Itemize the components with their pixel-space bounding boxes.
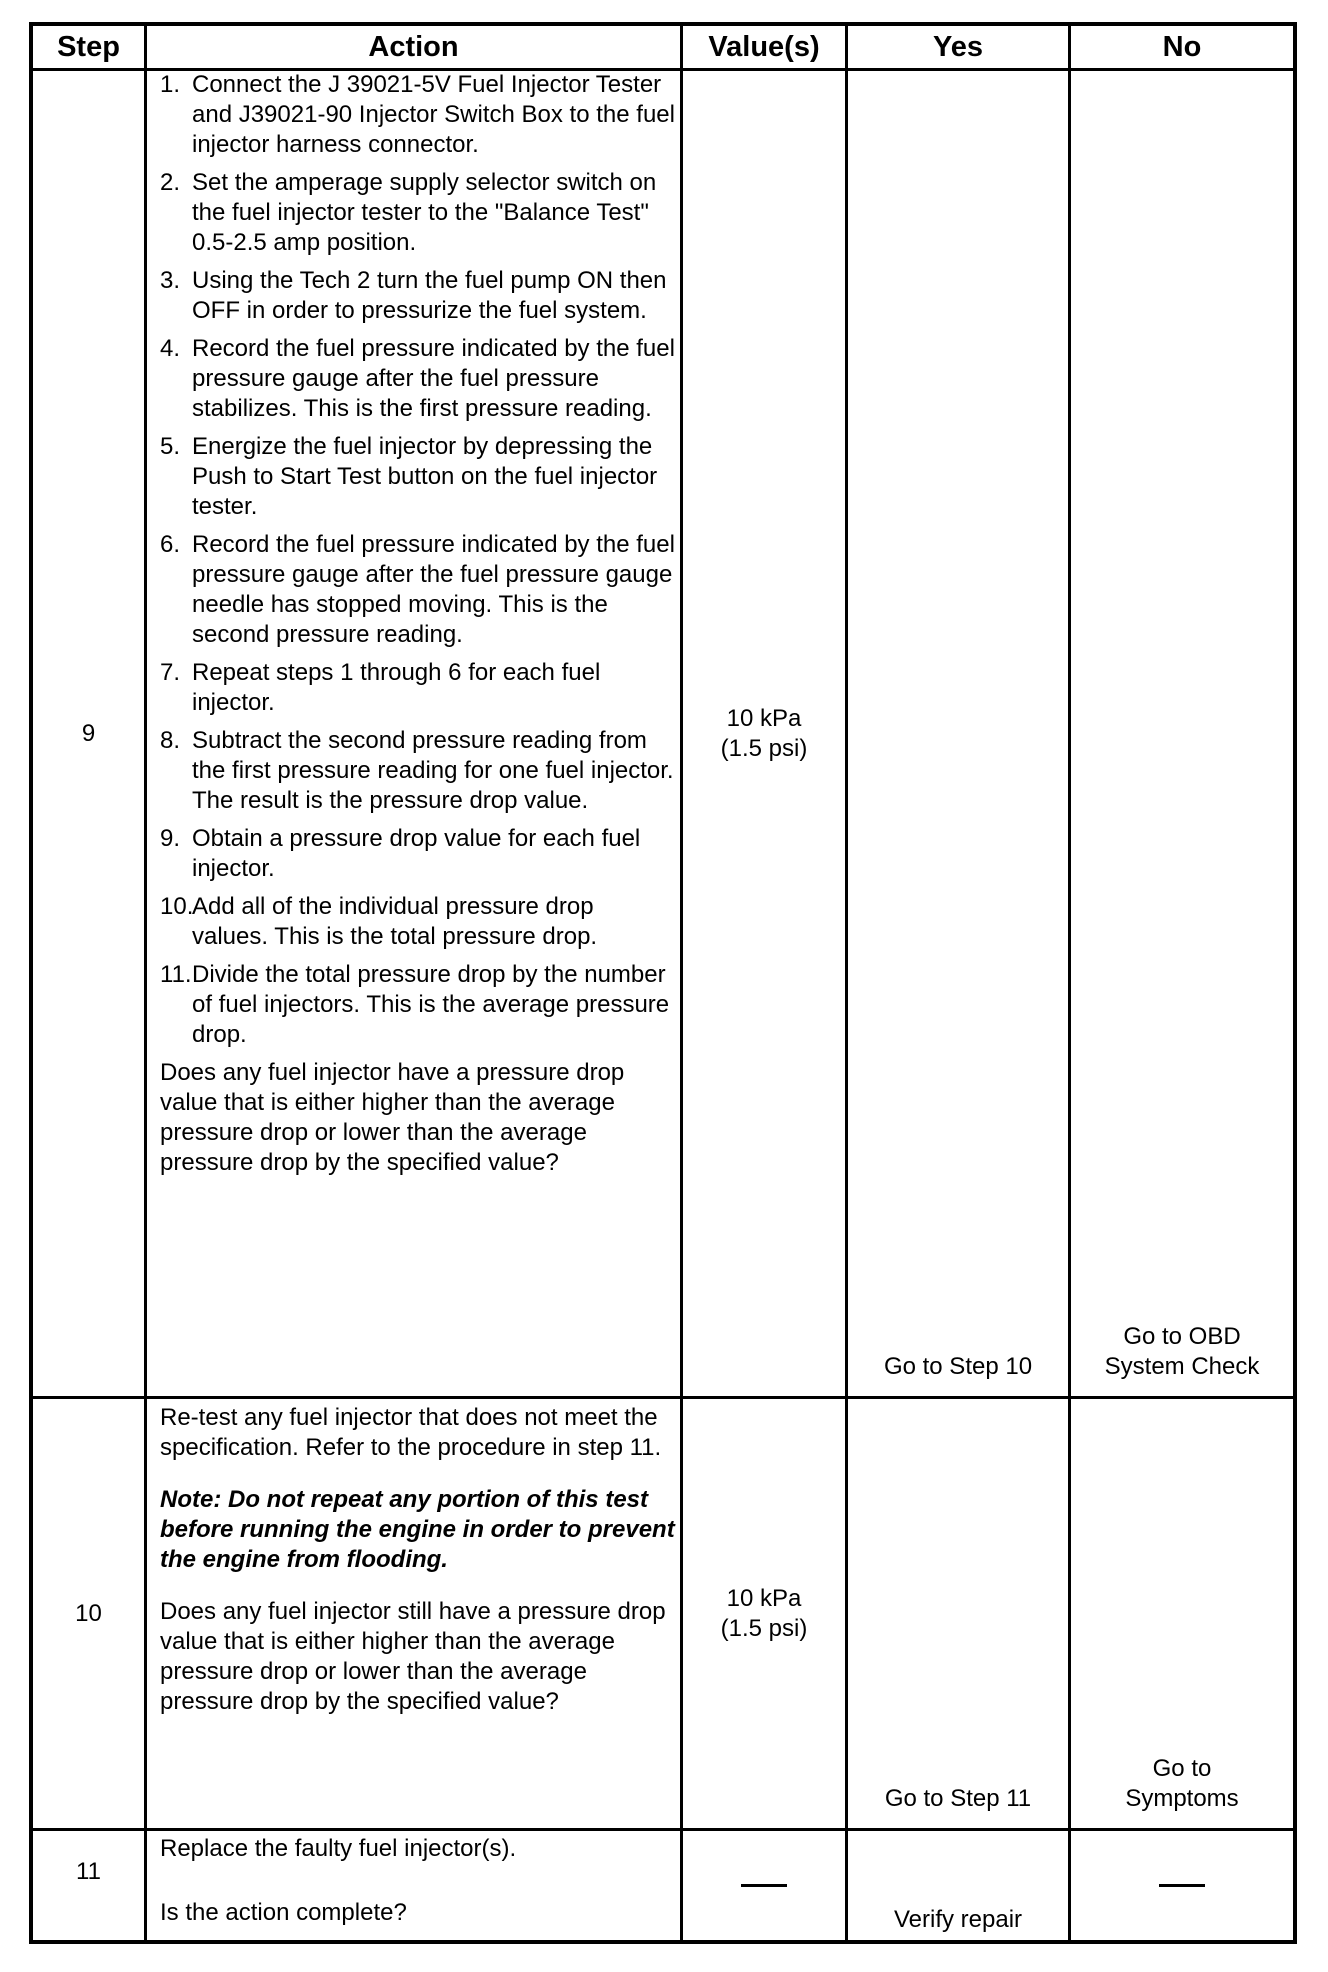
action-step-number: 3. — [160, 267, 181, 294]
diagnostic-table — [29, 22, 1297, 1944]
action-step-list — [160, 70, 675, 1050]
action-step-text: Using the Tech 2 turn the fuel pump ON then OFF in order to pressurize the fuel system. — [192, 267, 667, 324]
yes-cell — [848, 1399, 1068, 1814]
action-step-text: Record the fuel pressure indicated by the fuel pressure gauge after the fuel pressure stabilizes. This is the first pressure reading. — [192, 335, 675, 422]
no-cell — [1071, 71, 1293, 1382]
action-step-number: 5. — [160, 433, 181, 460]
action-step-number: 11. — [160, 961, 192, 988]
action-step-number: 4. — [160, 335, 181, 362]
column-divider — [144, 26, 147, 1940]
action-question: Does any fuel injector have a pressure drop value that is either higher than the average pressure drop or lower than the average pressure drop by the specified value? — [160, 1059, 625, 1176]
value-cell — [683, 71, 845, 1396]
action-step — [160, 168, 675, 258]
action-step-text: Obtain a pressure drop value for each fuel injector. — [192, 825, 641, 882]
action-step-number: 6. — [160, 531, 181, 558]
action-step — [160, 334, 675, 424]
action-step — [160, 960, 675, 1050]
action-intro: Re-test any fuel injector that does not meet the specification. Refer to the procedure in step 11. — [160, 1404, 662, 1461]
no-dash — [1159, 1884, 1205, 1887]
yes-cell — [848, 71, 1068, 1382]
action-step-number: 9. — [160, 825, 181, 852]
action-step — [160, 70, 675, 160]
step-cell: 11 — [76, 1858, 101, 1885]
header-action: Action — [368, 30, 459, 63]
action-step-number: 2. — [160, 169, 181, 196]
action-step-text: Record the fuel pressure indicated by the fuel pressure gauge after the fuel pressure gauge needle has stopped moving. This is the second pressure reading. — [192, 531, 675, 648]
step-cell: 9 — [81, 719, 96, 747]
value-line: 10 kPa — [726, 1584, 802, 1612]
no-cell — [1071, 1399, 1293, 1814]
header-step: Step — [57, 30, 120, 63]
action-step-text: Set the amperage supply selector switch on the fuel injector tester to the "Balance Test" 0.5-2.5 amp position. — [192, 169, 657, 256]
action-step-text: Subtract the second pressure reading from the first pressure reading for one fuel injector. The result is the pressure drop value. — [192, 727, 674, 814]
value-cell — [683, 1399, 845, 1828]
header-yes: Yes — [933, 30, 983, 63]
action-step — [160, 658, 675, 718]
yes-result: Verify repair — [893, 1906, 1023, 1933]
action-step-text: Repeat steps 1 through 6 for each fuel injector. — [192, 659, 601, 716]
value-line: 10 kPa — [726, 704, 802, 732]
action-step — [160, 266, 675, 326]
no-result-line: Symptoms — [1125, 1785, 1239, 1812]
action-question: Is the action complete? — [160, 1899, 407, 1926]
action-intro: Replace the faulty fuel injector(s). — [160, 1835, 517, 1862]
action-step-text: Add all of the individual pressure drop values. This is the total pressure drop. — [192, 893, 598, 950]
value-cell — [683, 1831, 845, 1940]
value-line: (1.5 psi) — [720, 1614, 808, 1642]
action-step-text: Divide the total pressure drop by the number of fuel injectors. This is the average pressure drop. — [192, 961, 670, 1048]
action-step-text: Energize the fuel injector by depressing the Push to Start Test button on the fuel injector tester. — [192, 433, 658, 520]
no-result-line: Go to — [1152, 1755, 1212, 1782]
action-step — [160, 432, 675, 522]
value-dash — [741, 1884, 787, 1887]
action-note: Note: Do not repeat any portion of this test before running the engine in order to prevent the engine from flooding. — [160, 1486, 675, 1573]
action-cell — [160, 1834, 675, 1940]
action-step — [160, 530, 675, 650]
action-step-text: Connect the J 39021-5V Fuel Injector Tester and J39021-90 Injector Switch Box to the fuel injector harness connector. — [192, 71, 675, 158]
no-cell — [1071, 1831, 1293, 1940]
action-cell — [160, 1403, 675, 1825]
action-cell — [160, 70, 675, 1392]
yes-result: Go to Step 10 — [883, 1353, 1033, 1380]
action-step-number: 7. — [160, 659, 181, 686]
yes-cell — [848, 1831, 1068, 1935]
yes-result: Go to Step 11 — [884, 1785, 1032, 1812]
action-step — [160, 892, 675, 952]
action-step — [160, 824, 675, 884]
action-step-number: 8. — [160, 727, 181, 754]
header-values: Value(s) — [708, 30, 820, 63]
value-line: (1.5 psi) — [720, 734, 808, 762]
action-question: Does any fuel injector still have a pressure drop value that is either higher than the average pressure drop or lower than the average pressure drop by the specified value? — [160, 1598, 666, 1715]
action-step-number: 10. — [160, 893, 194, 920]
no-result-line: Go to OBD — [1123, 1323, 1241, 1350]
step-cell: 10 — [75, 1599, 102, 1627]
header-no: No — [1162, 30, 1202, 63]
action-step — [160, 726, 675, 816]
no-result-line: System Check — [1104, 1353, 1260, 1380]
action-step-number: 1. — [160, 71, 181, 98]
